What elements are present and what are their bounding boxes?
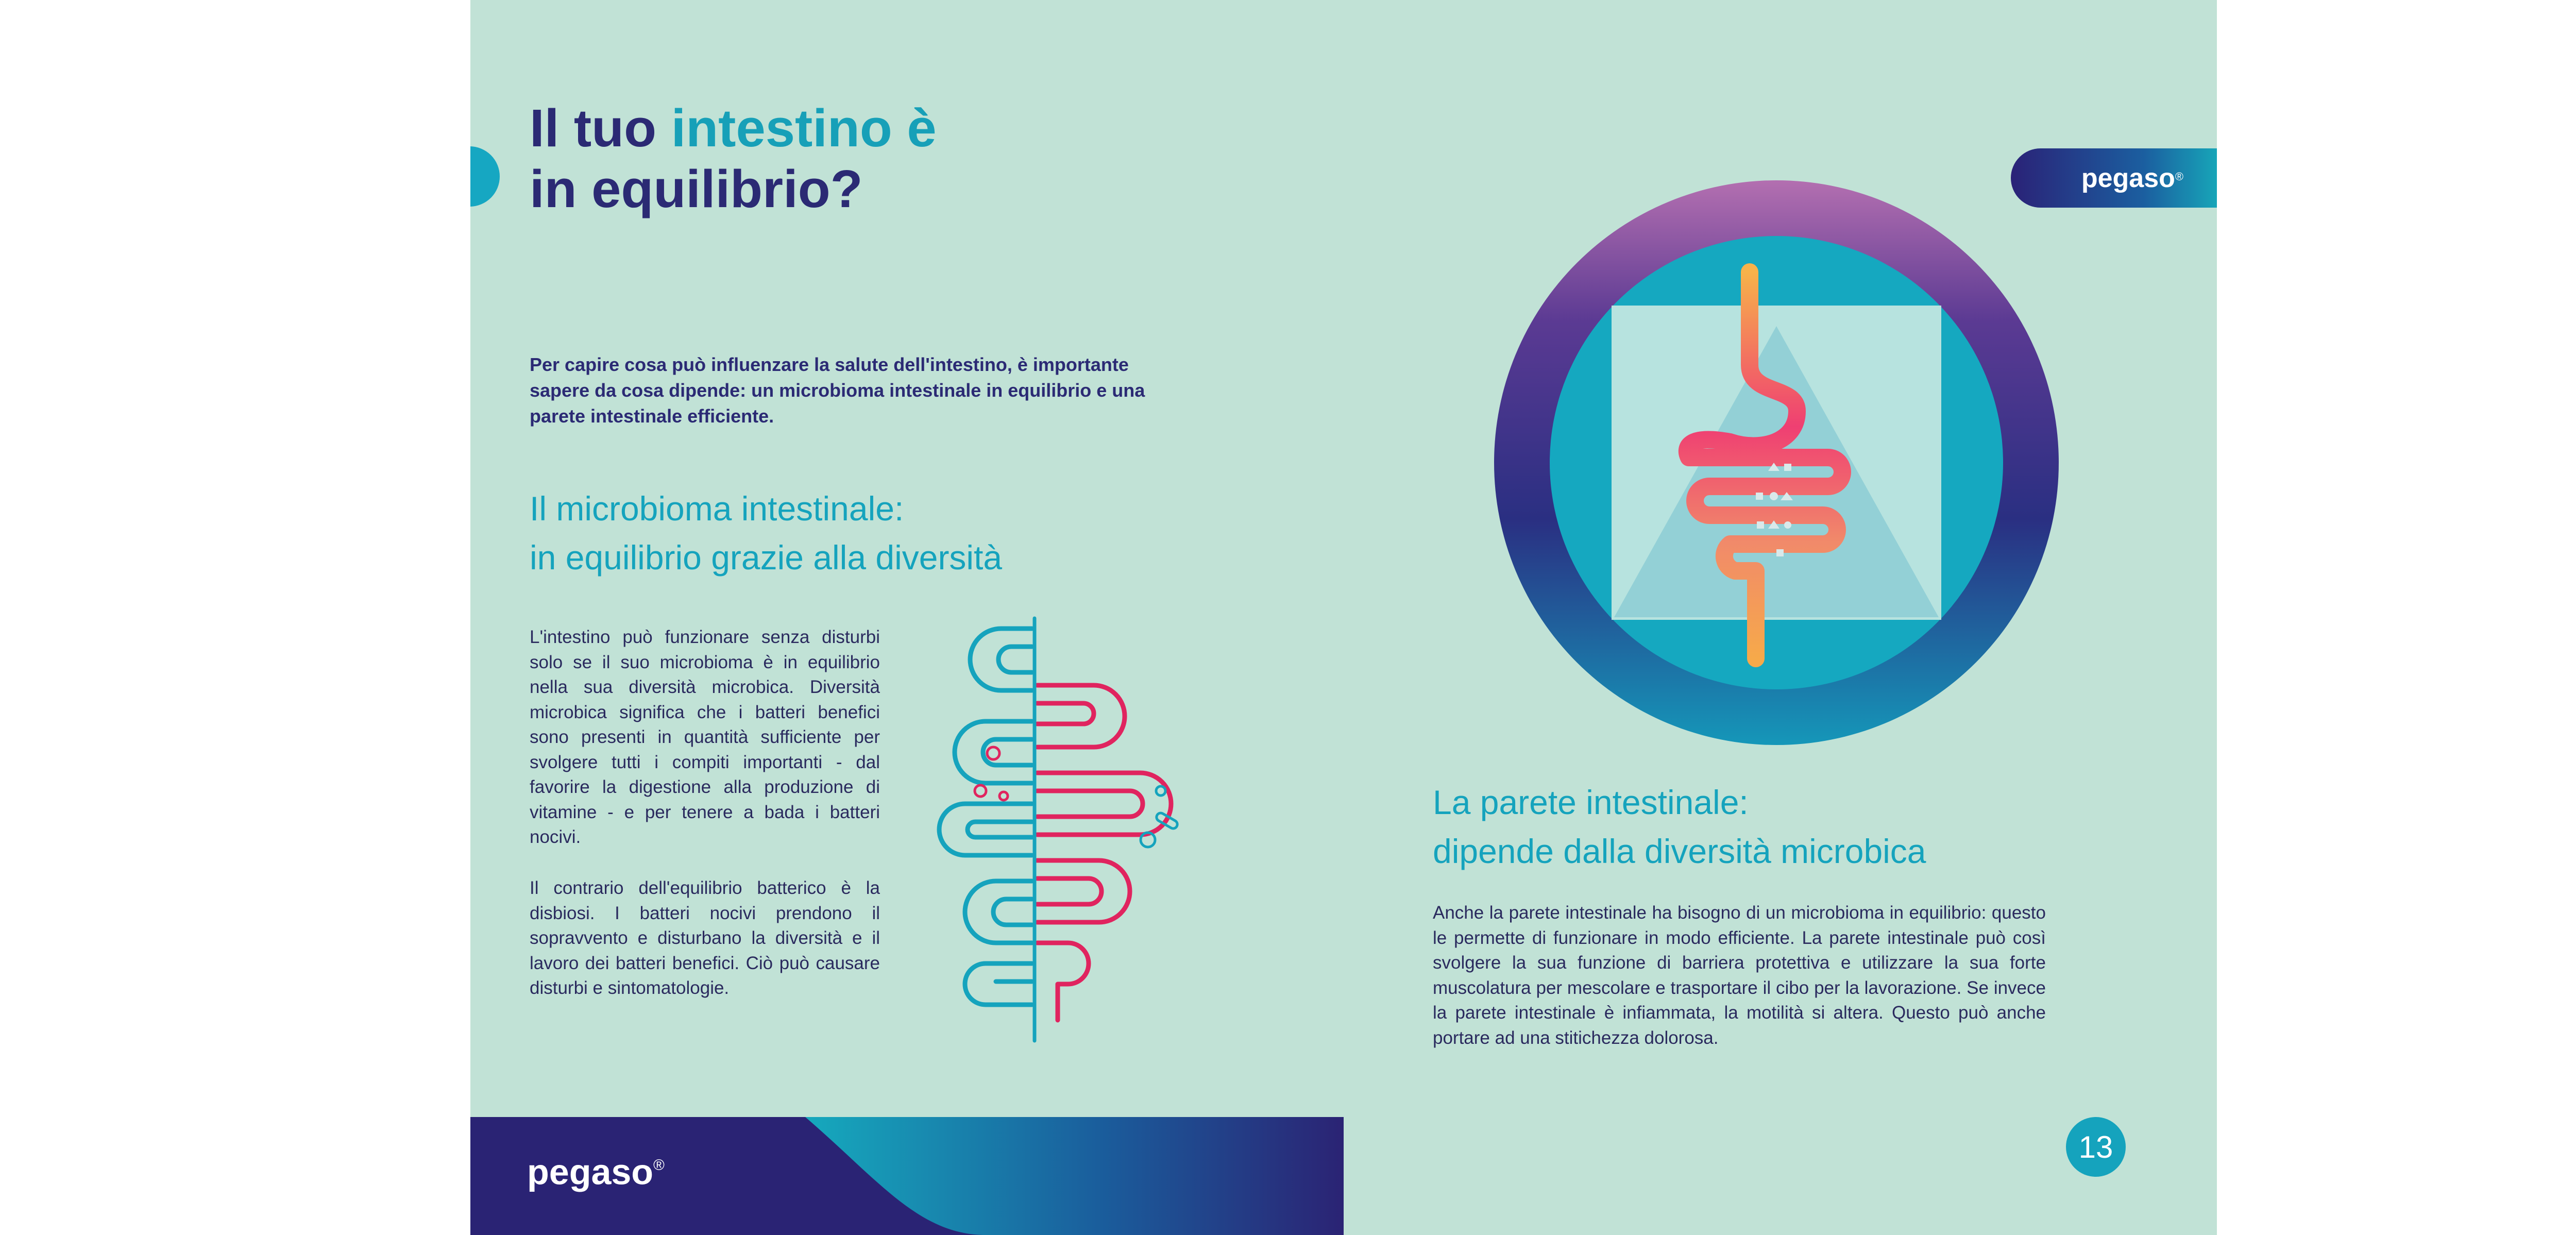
intestine-balance-illustration: [924, 613, 1264, 1051]
bacteria-icon: [975, 747, 1008, 800]
section2-heading: La parete intestinale: dipende dalla diversità microbica: [1433, 783, 1926, 870]
footer-logo: pegaso®: [527, 1152, 665, 1192]
page-title: Il tuo intestino è in equilibrio?: [530, 98, 937, 218]
section-marker-dot: [470, 146, 500, 207]
brand-badge: pegaso ®: [2011, 148, 2217, 208]
section1-paragraph2: Il contrario dell'equilibrio batterico è la disbiosi. I batteri nocivi prendono il sopravvento e disturbano la diversità e il lavoro dei batteri benefici. Ciò può causare disturbi e sintomatologie.: [530, 878, 880, 998]
section2-paragraph: Anche la parete intestinale ha bisogno di un microbioma in equilibrio: questo le permette di funzionare in modo efficiente. La parete intestinale può così svolgere la sua funzione di barriera protettiva e utilizzare la sua forte muscolatura per mescolare e trasportare il cibo per la lavorazione. Se invece la parete intestinale è infiammata, la motilità si altera. Questo può anche portare ad una stitichezza dolorosa.: [1433, 903, 2046, 1048]
section1-paragraph1: L'intestino può funzionare senza disturbi solo se il suo microbioma è in equilibrio nella sua diversità microbica. Diversità microbica significa che i batteri benefici sono presenti in quantità sufficiente per svolgere tutti i compiti importanti - dal favorire la digestione alla produzione di vitamine - e per tenere a bada i batteri nocivi.: [530, 627, 880, 847]
brochure-page: [470, 0, 2217, 1235]
page-number: 13: [2066, 1117, 2126, 1177]
intro-text: Per capire cosa può influenzare la salute dell'intestino, è importante sapere da cosa dipende: un microbioma intestinale in equilibrio e una parete intestinale efficiente.: [530, 354, 1145, 427]
section1-heading: Il microbioma intestinale: in equilibrio grazie alla diversità: [530, 489, 1003, 577]
digestive-system-illustration: [1493, 179, 2060, 746]
